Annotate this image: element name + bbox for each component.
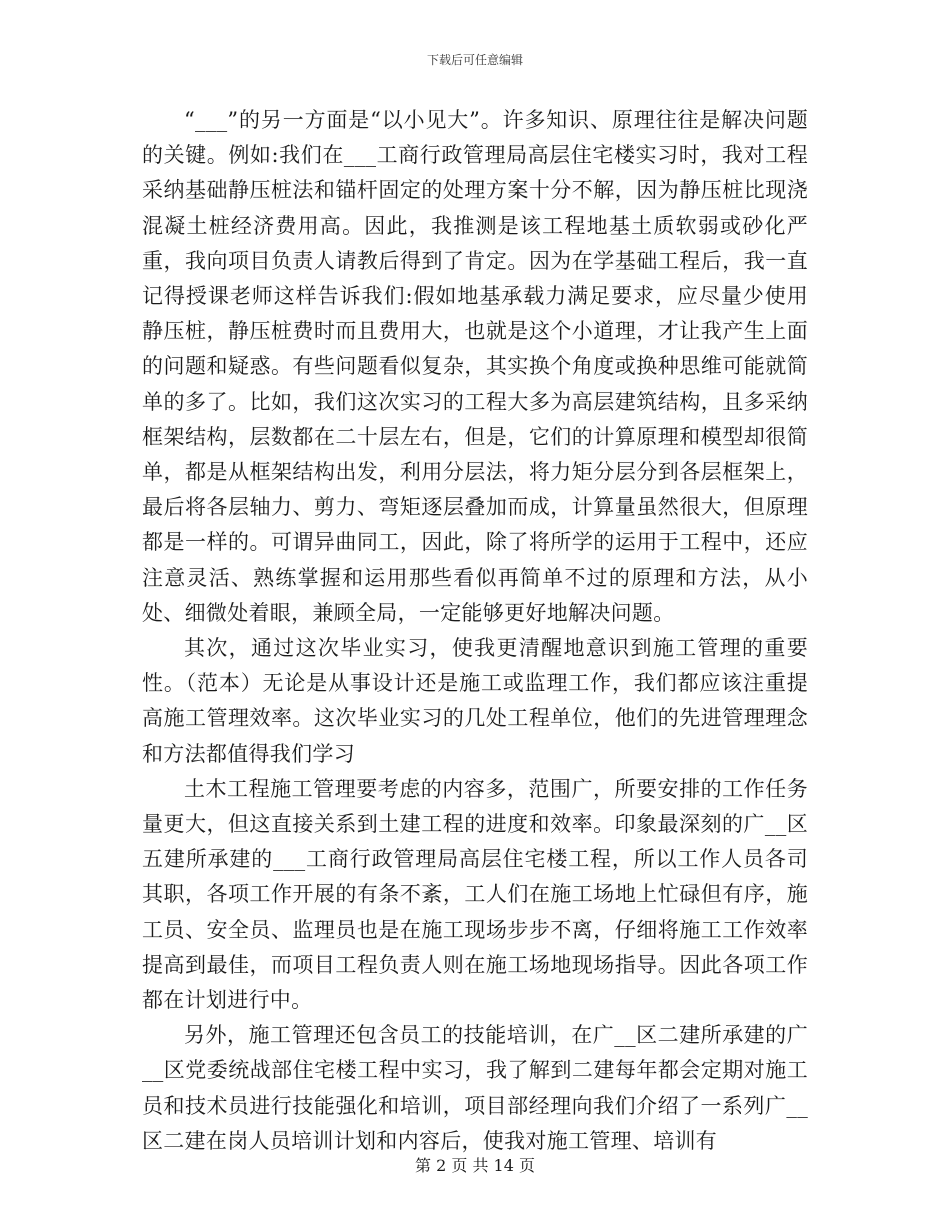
body-paragraph-1: “___”的另一方面是“以小见大”。许多知识、原理往往是解决问题的关键。例如:我们在___工商行政管理局高层住宅楼实习时，我对工程采纳基础静压桩法和锚杆固定的处理方案十分不解，因为静压桩比现浇混凝土桩经济费用高。因此，我推测是该工程地基土质软弱或砂化严重，我向项目负责人请教后得到了肯定。因为在学基础工程后，我一直记得授课老师这样告诉我们:假如地基承载力满足要求，应尽量少使用静压桩，静压桩费时而且费用大，也就是这个小道理，才让我产生上面的问题和疑惑。有些问题看似复杂，其实换个角度或换种思维可能就简单的多了。比如，我们这次实习的工程大多为高层建筑结构，且多采纳框架结构，层数都在二十层左右，但是，它们的计算原理和模型却很简单，都是从框架结构出发，利用分层法，将力矩分层分到各层框架上，最后将各层轴力、剪力、弯矩逐层叠加而成，计算量虽然很大，但原理都是一样的。可谓异曲同工，因此，除了将所学的运用于工程中，还应注意灵活、熟练掌握和运用那些看似再简单不过的原理和方法，从小处、细微处着眼，兼顾全局，一定能够更好地解决问题。 [142,108,808,625]
body-paragraph-3: 土木工程施工管理要考虑的内容多，范围广，所要安排的工作任务量更大，但这直接关系到土建工程的进度和效率。印象最深刻的广__区五建所承建的___工商行政管理局高层住宅楼工程，所以工作人员各司其职，各项工作开展的有条不紊，工人们在施工场地上忙碌但有序，施工员、安全员、监理员也是在施工现场步步不离，仔细将施工工作效率提高到最佳，而项目工程负责人则在施工场地现场指导。因此各项工作都在计划进行中。 [142,776,808,1013]
page-number: 第 2 页 共 14 页 [415,1156,535,1175]
body-paragraph-2: 其次，通过这次毕业实习，使我更清醒地意识到施工管理的重要性。（范本）无论是从事设计还是施工或监理工作，我们都应该注重提高施工管理效率。这次毕业实习的几处工程单位，他们的先进管理理念和方法都值得我们学习 [142,636,808,766]
page-header-note: 下载后可任意编辑 [426,53,523,67]
body-paragraph-4: 另外，施工管理还包含员工的技能培训，在广__区二建所承建的广__区党委统战部住宅楼工程中实习，我了解到二建每年都会定期对施工员和技术员进行技能强化和培训，项目部经理向我们介绍了一系列广__区二建在岗人员培训计划和内容后，使我对施工管理、培训有 [142,1023,808,1153]
document-body [142,103,808,1159]
